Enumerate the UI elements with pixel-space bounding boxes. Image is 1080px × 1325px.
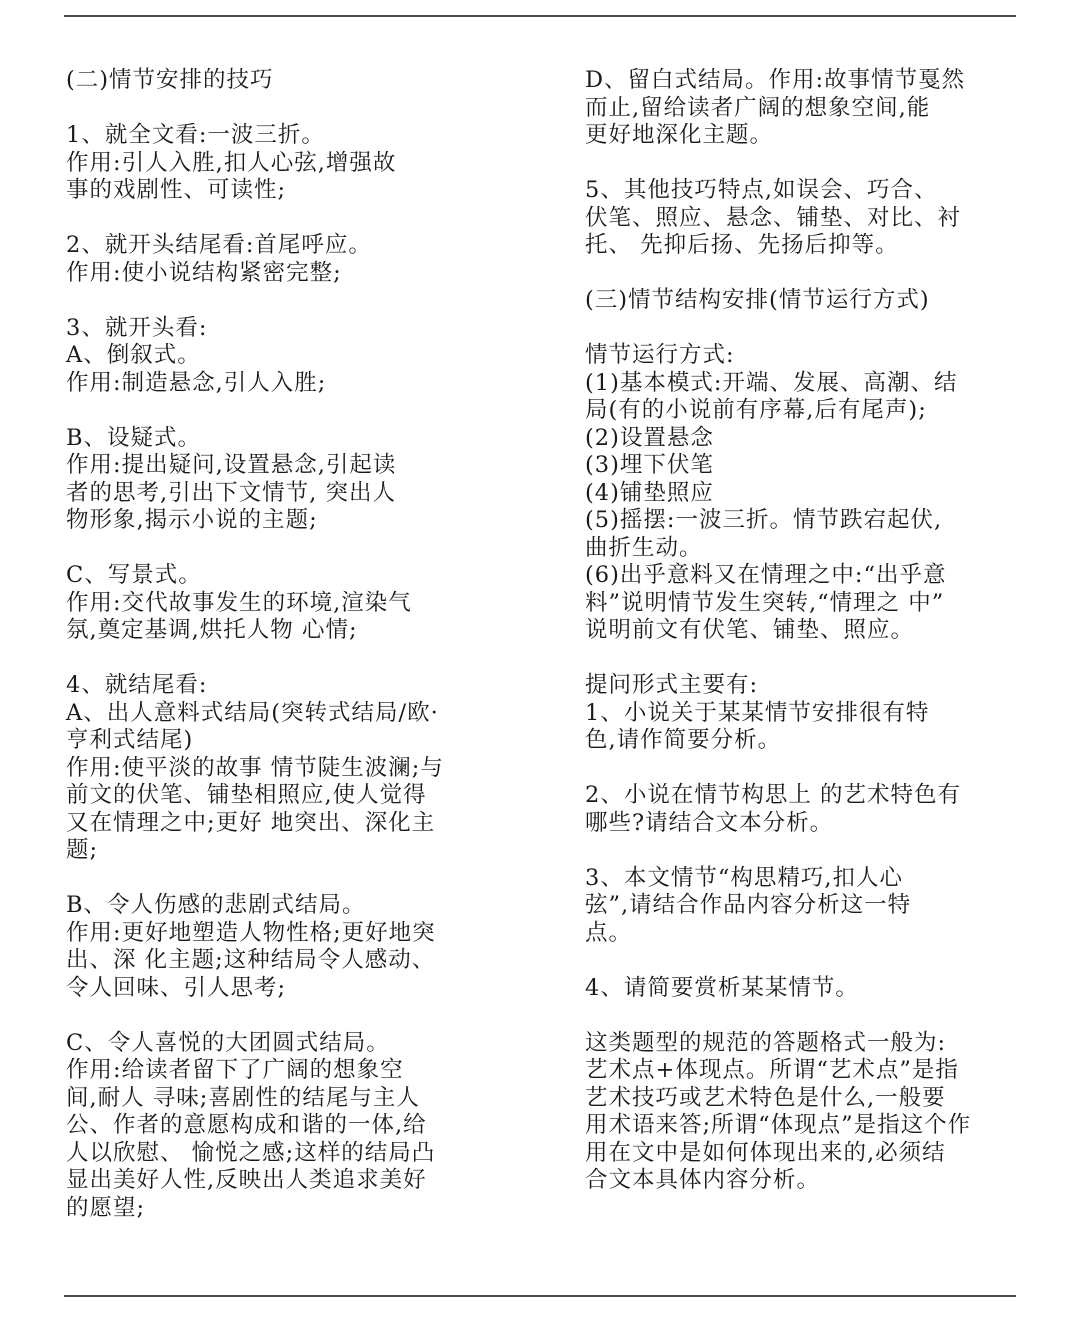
text-line: 题;	[66, 837, 99, 863]
text-line: (1)基本模式:开端、发展、高潮、结	[585, 369, 958, 396]
text-line: 这类题型的规范的答题格式一般为:	[585, 1029, 947, 1056]
text-line: 作用:使小说结构紧密完整;	[66, 259, 342, 286]
paragraph-q3	[585, 287, 1030, 315]
text-line: 作用:制造悬念,引人入胜;	[66, 369, 327, 396]
paragraph-p5	[66, 425, 518, 535]
text-line: 公、作者的意愿构成和谐的一体,给	[66, 1112, 427, 1138]
text-line: 作用:引人入胜,扣人心弦,增强故	[66, 149, 397, 176]
text-line: 作用:给读者留下了广阔的想象空	[66, 1057, 404, 1083]
text-line: (2)设置悬念	[585, 424, 714, 451]
text-line: (三)情节结构安排(情节运行方式)	[585, 287, 930, 313]
text-line: 更好地深化主题。	[585, 122, 774, 148]
text-line: 间,耐人 寻味;喜剧性的结尾与主人	[66, 1084, 420, 1111]
paragraph-q2	[585, 177, 1030, 260]
text-line: 3、就开头看:	[66, 314, 208, 341]
left-column	[66, 65, 518, 1250]
text-line: 事的戏剧性、可读性;	[66, 177, 287, 203]
top-rule	[64, 15, 1016, 17]
text-line: 作用:交代故事发生的环境,渲染气	[66, 589, 412, 616]
text-line: 人以欣慰、 愉悦之感;这样的结局凸	[66, 1139, 436, 1166]
text-line: 4、就结尾看:	[66, 672, 208, 698]
text-line: (5)摇摆:一波三折。情节跌宕起伏,	[585, 507, 943, 533]
text-line: 合文本具体内容分析。	[585, 1167, 821, 1193]
right-column	[585, 65, 1030, 1222]
paragraph-p2	[66, 122, 518, 205]
text-line: 氛,奠定基调,烘托人物 心情;	[66, 617, 358, 643]
text-line: 弦”,请结合作品内容分析这一特	[585, 892, 912, 918]
text-line: 色,请作简要分析。	[585, 727, 782, 753]
paragraph-p7	[66, 672, 518, 865]
text-line: A、倒叙式。	[66, 342, 201, 368]
text-line: 令人回味、引人思考;	[66, 974, 287, 1001]
text-line: 用在文中是如何体现出来的,必须结	[585, 1139, 946, 1166]
text-line: 者的思考,引出下文情节, 突出人	[66, 479, 396, 506]
text-line: 显出美好人性,反映出人类追求美好	[66, 1167, 427, 1193]
text-line: 艺术点+体现点。所谓“艺术点”是指	[585, 1057, 959, 1083]
text-line: (4)铺垫照应	[585, 479, 714, 506]
text-line: 局(有的小说前有序幕,后有尾声);	[585, 397, 927, 423]
text-line: 5、其他技巧特点,如误会、巧合、	[585, 177, 938, 203]
text-line: 又在情理之中;更好 地突出、深化主	[66, 809, 436, 836]
text-line: 物形象,揭示小说的主题;	[66, 507, 318, 533]
paragraph-q7	[585, 865, 1030, 948]
text-line: 说明前文有伏笔、铺垫、照应。	[585, 617, 915, 643]
text-line: 提问形式主要有:	[585, 672, 759, 698]
text-line: 的愿望;	[66, 1194, 146, 1221]
text-line: 作用:使平淡的故事 情节陡生波澜;与	[66, 754, 444, 781]
paragraph-p8	[66, 892, 518, 1002]
text-line: A、出人意料式结局(突转式结局/欧·	[66, 699, 439, 726]
text-line: B、设疑式。	[66, 424, 202, 451]
text-line: 3、本文情节“构思精巧,扣人心	[585, 864, 903, 891]
text-line: 前文的伏笔、铺垫相照应,使人觉得	[66, 782, 427, 808]
text-line: 出、深 化主题;这种结局令人感动、	[66, 947, 436, 973]
text-line: 2、就开头结尾看:首尾呼应。	[66, 232, 372, 258]
bottom-rule	[64, 1295, 1016, 1297]
text-line: C、写景式。	[66, 562, 202, 588]
text-line: 情节运行方式:	[585, 342, 735, 368]
text-line: D、留白式结局。作用:故事情节戛然	[585, 67, 966, 93]
text-line: 料”说明情节发生突转,“情理之 中”	[585, 589, 945, 616]
paragraph-q5	[585, 672, 1030, 755]
paragraph-p9	[66, 1030, 518, 1223]
text-line: (3)埋下伏笔	[585, 452, 714, 478]
text-line: 艺术技巧或艺术特色是什么,一般要	[585, 1084, 946, 1111]
text-line: 点。	[585, 919, 633, 946]
text-line: 4、请简要赏析某某情节。	[585, 974, 859, 1001]
paragraph-q6	[585, 782, 1030, 837]
text-line: B、令人伤感的悲剧式结局。	[66, 892, 366, 918]
text-line: 托、 先抑后扬、先扬后抑等。	[585, 232, 899, 258]
text-line: C、令人喜悦的大团圆式结局。	[66, 1029, 390, 1056]
paragraph-p6	[66, 562, 518, 645]
paragraph-p1	[66, 67, 518, 95]
text-line: 2、小说在情节构思上 的艺术特色有	[585, 782, 961, 808]
text-line: 哪些?请结合文本分析。	[585, 809, 834, 836]
paragraph-p3	[66, 232, 518, 287]
text-line: 作用:更好地塑造人物性格;更好地突	[66, 919, 436, 946]
text-line: 曲折生动。	[585, 534, 703, 561]
text-line: 用术语来答;所谓“体现点”是指这个作	[585, 1112, 972, 1138]
text-line: 1、小说关于某某情节安排很有特	[585, 699, 930, 726]
text-line: 作用:提出疑问,设置悬念,引起读	[66, 452, 397, 478]
paragraph-q4	[585, 342, 1030, 645]
text-line: (6)出乎意料又在情理之中:“出乎意	[585, 562, 947, 588]
text-line: 亨利式结尾)	[66, 727, 194, 753]
paragraph-q9	[585, 1030, 1030, 1195]
paragraph-q8	[585, 975, 1030, 1003]
paragraph-p4	[66, 315, 518, 398]
text-line: (二)情节安排的技巧	[66, 67, 274, 93]
text-line: 伏笔、照应、悬念、铺垫、对比、衬	[585, 204, 962, 231]
text-line: 而止,留给读者广阔的想象空间,能	[585, 94, 931, 121]
text-line: 1、就全文看:一波三折。	[66, 122, 325, 148]
paragraph-q1	[585, 67, 1030, 150]
